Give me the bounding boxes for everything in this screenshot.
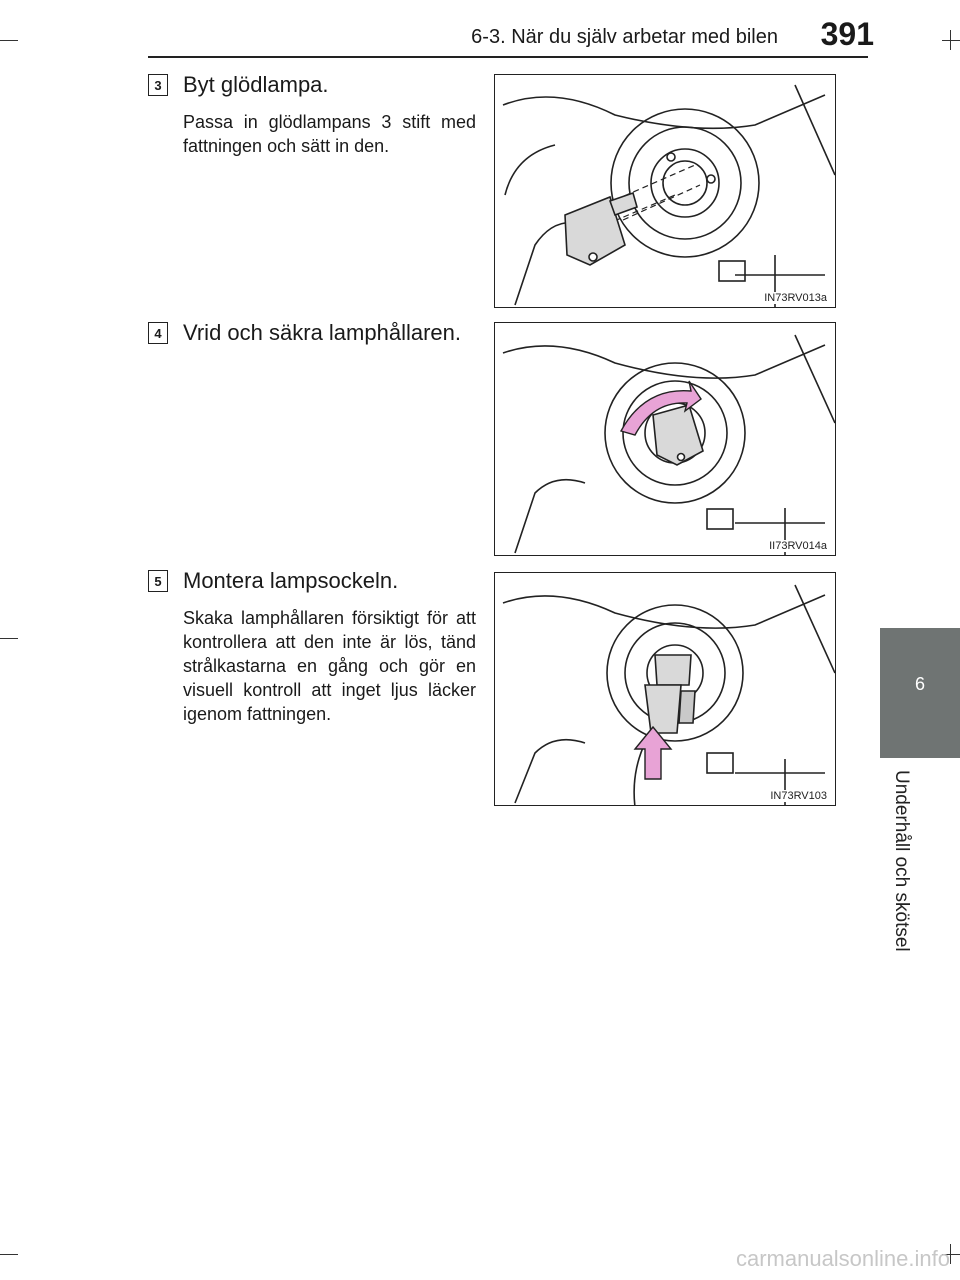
lamp-socket-install-illustration [495,573,836,806]
section-title: 6-3. När du själv arbetar med bilen [471,26,778,48]
figure-code: II73RV014a [769,540,827,552]
page-number: 391 [820,16,874,52]
step-number-badge: 3 [148,74,168,96]
headlight-bulb-illustration [495,75,836,308]
crop-mark [950,30,951,50]
step-description: Skaka lamphållaren försiktigt för att kontrollera att den inte är lös, tänd strålkastarna en gång och gör en visuell kontroll att inget ljus läcker igenom fattningen. [183,608,476,724]
figure-code: IN73RV013a [764,292,827,304]
step-title: Montera lampsockeln. [183,568,399,593]
step-illustration [494,572,836,806]
step-title: Vrid och säkra lamphållaren. [183,320,461,345]
crop-mark [0,1254,18,1255]
crop-mark [942,40,960,41]
footer-watermark: carmanualsonline.info [735,1246,950,1271]
crop-mark [0,638,18,639]
crop-mark [950,1244,951,1264]
chapter-number: 6 [914,674,925,694]
step-illustration [494,322,836,556]
chapter-tab [880,628,960,758]
step-description: Passa in glödlampans 3 stift med fattningen och sätt in den. [183,112,476,156]
step-number-badge: 4 [148,322,168,344]
crop-mark [0,40,18,41]
step-illustration [494,74,836,308]
lampholder-twist-illustration [495,323,836,556]
step-title: Byt glödlampa. [183,72,329,97]
chapter-label: Underhåll och skötsel [891,770,912,952]
header-rule [148,56,868,58]
figure-code: IN73RV103 [770,790,827,802]
step-number-badge: 5 [148,570,168,592]
